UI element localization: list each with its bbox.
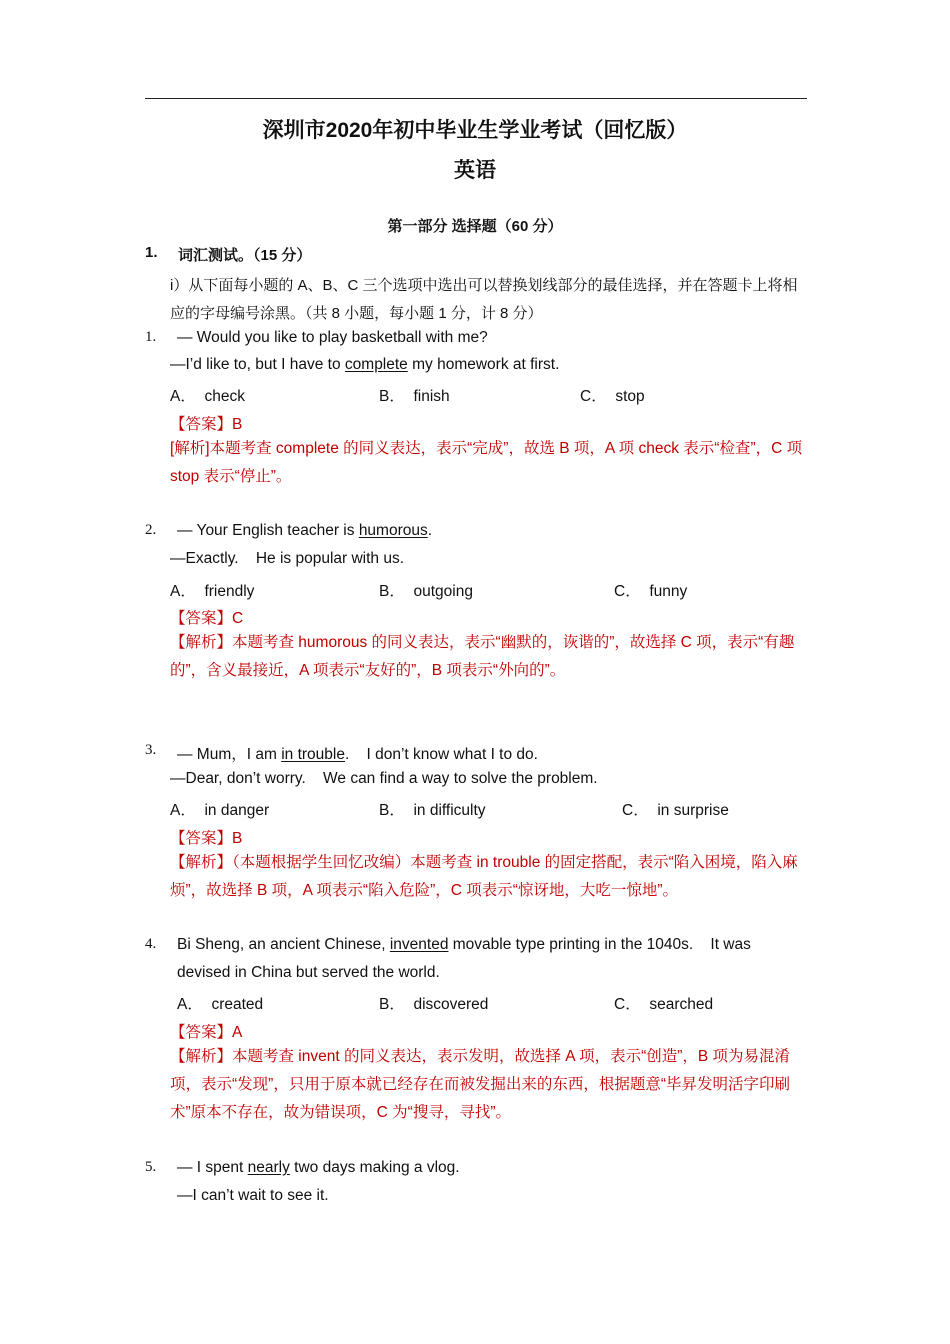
explanation: 【解析】本题考查 invent 的同义表达，表示发明，故选择 A 项，表示“创造”，B 项为易混淆项，表示“发现”，只用于原本就已经存在而被发掘出来的东西，根据题意“毕昇发明活字印刷术”原本不存在，故为错误项，C 为“搜寻，寻找”。 (170, 1048, 791, 1121)
part-heading: 第一部分 选择题（60 分） (387, 218, 563, 235)
answer: 【答案】B (170, 416, 243, 433)
section-title: 词汇测试。（15 分） (178, 247, 312, 264)
explanation: 【解析】（本题根据学生回忆改编）本题考查 in trouble 的固定搭配，表示“陷入困境，陷入麻烦”，故选择 B 项，A 项表示“陷入危险”，C 项表示“惊讶地，大吃一惊地”。 (170, 854, 798, 899)
document-title: 深圳市2020年初中毕业生学业考试（回忆版） (262, 119, 688, 142)
section-number: 1. (145, 244, 158, 261)
option-c[interactable]: C． searched (614, 996, 714, 1013)
question-line: —I’d like to, but I have to complete my homework at first. (170, 356, 560, 373)
question-line: —Dear, don’t worry. We can find a way to solve the problem. (170, 770, 598, 787)
option-b[interactable]: B． in difficulty (379, 802, 486, 819)
question-line: — Your English teacher is humorous. (177, 522, 433, 539)
answer: 【答案】A (170, 1024, 243, 1041)
question-number: 2. (145, 522, 157, 538)
question-number: 4. (145, 936, 157, 952)
question-line: Bi Sheng, an ancient Chinese, invented movable type printing in the 1040s. It was (177, 936, 751, 953)
option-a[interactable]: A． created (177, 996, 264, 1013)
question-number: 3. (145, 742, 157, 758)
underlined-word: humorous (358, 522, 428, 539)
option-c[interactable]: C． funny (614, 583, 688, 600)
header-rule (145, 98, 807, 99)
option-c[interactable]: C． in surprise (622, 802, 729, 819)
underlined-word: nearly (247, 1159, 290, 1176)
question-line: —Exactly. He is popular with us. (170, 550, 405, 567)
section-instruction: i）从下面每小题的 A、B、C 三个选项中选出可以替换划线部分的最佳选择，并在答题卡上将相应的字母编号涂黑。（共 8 小题，每小题 1 分，计 8 分） (170, 277, 798, 322)
option-a[interactable]: A． check (170, 388, 245, 405)
option-a[interactable]: A． friendly (170, 583, 255, 600)
option-b[interactable]: B． outgoing (379, 583, 473, 600)
question-line: devised in China but served the world. (177, 964, 440, 981)
underlined-word: complete (344, 356, 408, 373)
option-b[interactable]: B． finish (379, 388, 450, 405)
option-a[interactable]: A． in danger (170, 802, 270, 819)
question-number: 1. (145, 329, 157, 345)
question-line: — Would you like to play basketball with me? (177, 329, 488, 346)
question-line: — I spent nearly two days making a vlog. (177, 1159, 460, 1176)
question-line: — Mum，I am in trouble. I don’t know what I to do. (177, 746, 538, 763)
option-c[interactable]: C． stop (580, 388, 645, 405)
question-number: 5. (145, 1159, 157, 1175)
option-b[interactable]: B． discovered (379, 996, 489, 1013)
subject-title: 英语 (454, 159, 496, 182)
underlined-word: in trouble (281, 746, 345, 763)
explanation: [解析]本题考查 complete 的同义表达，表示“完成”，故选 B 项，A 项 check 表示“检查”，C 项 stop 表示“停止”。 (170, 440, 803, 485)
underlined-word: invented (389, 936, 449, 953)
answer: 【答案】B (170, 830, 243, 847)
answer: 【答案】C (170, 610, 244, 627)
explanation: 【解析】本题考查 humorous 的同义表达，表示“幽默的，诙谐的”，故选择 C 项，表示“有趣的”，含义最接近，A 项表示“友好的”，B 项表示“外向的”。 (170, 634, 795, 679)
question-line: —I can’t wait to see it. (177, 1187, 329, 1204)
